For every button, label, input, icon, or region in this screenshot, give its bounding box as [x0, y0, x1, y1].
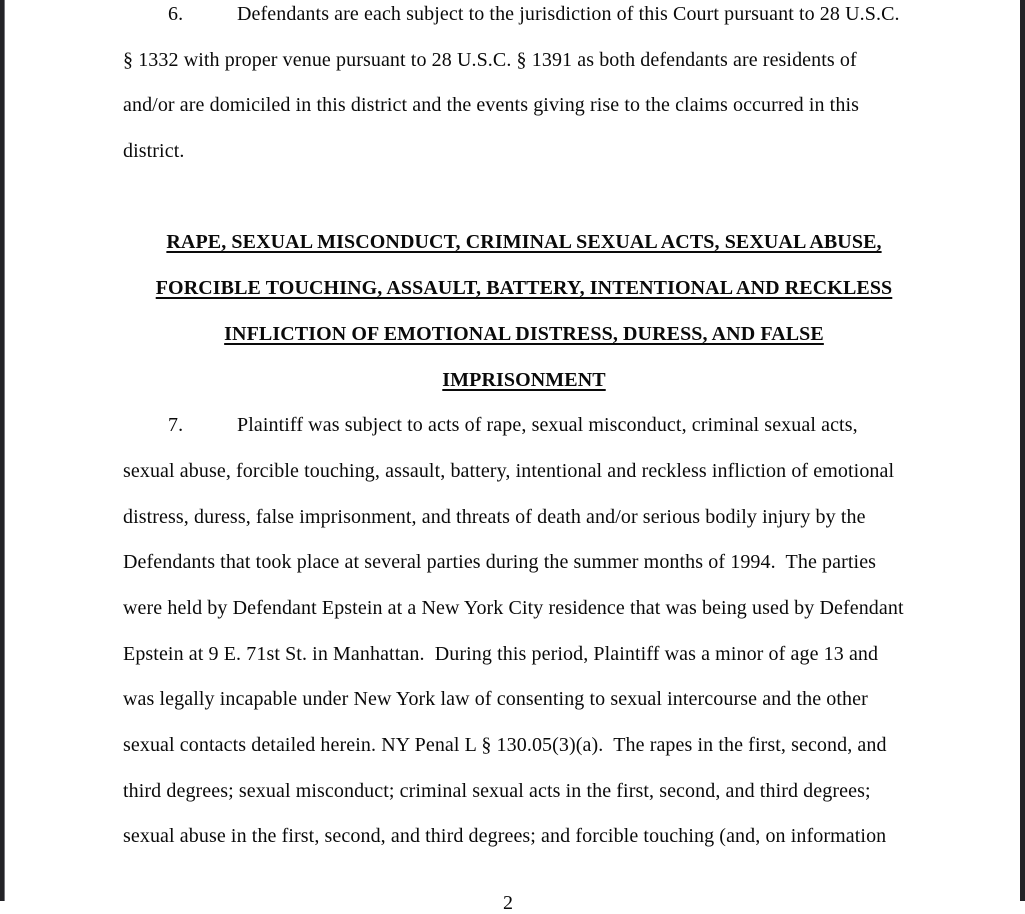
- paragraph-7-line-6: Epstein at 9 E. 71st St. in Manhattan. During this period, Plaintiff was a minor of age 13 and: [123, 642, 879, 665]
- window-right-edge: [1020, 0, 1025, 901]
- paragraph-6-line-2: § 1332 with proper venue pursuant to 28 U.S.C. § 1391 as both defendants are residents of: [123, 48, 857, 71]
- section-heading-line-4: IMPRISONMENT: [442, 368, 606, 391]
- paragraph-7-line-10: sexual abuse in the first, second, and third degrees; and forcible touching (and, on information: [123, 825, 887, 848]
- page-number: 2: [503, 892, 513, 914]
- document-body: [123, 0, 925, 860]
- window-left-edge: [0, 0, 5, 901]
- paragraph-7-line-4: Defendants that took place at several parties during the summer months of 1994. The parties: [123, 551, 877, 574]
- section-heading-line-2: FORCIBLE TOUCHING, ASSAULT, BATTERY, INTENTIONAL AND RECKLESS: [155, 277, 893, 300]
- section-heading-line-3: INFLICTION OF EMOTIONAL DISTRESS, DURESS, AND FALSE: [224, 322, 824, 345]
- paragraph-7-line-2: sexual abuse, forcible touching, assault, battery, intentional and reckless infliction of emotional: [123, 459, 895, 482]
- paragraph-7-text: Plaintiff was subject to acts of rape, sexual misconduct, criminal sexual acts,: [237, 414, 858, 437]
- paragraph-7-line-9: third degrees; sexual misconduct; criminal sexual acts in the first, second, and third degrees;: [123, 779, 871, 802]
- paragraph-7-line-8: sexual contacts detailed herein. NY Penal L § 130.05(3)(a). The rapes in the first, second, and: [123, 734, 887, 756]
- paragraph-7-line-1: [123, 403, 925, 449]
- paragraph-7-line-7: was legally incapable under New York law of consenting to sexual intercourse and the other: [123, 688, 868, 711]
- paragraph-6-line-3: and/or are domiciled in this district and the events giving rise to the claims occurred in this: [123, 94, 859, 117]
- paragraph-6-line-4: district.: [123, 140, 185, 163]
- paragraph-7-line-3: distress, duress, false imprisonment, and threats of death and/or serious bodily injury by the: [123, 505, 866, 528]
- paragraph-7-line-5: were held by Defendant Epstein at a New York City residence that was being used by Defendant: [123, 596, 904, 619]
- paragraph-6-line-1: [123, 0, 925, 38]
- blank-line: [123, 175, 925, 221]
- section-heading-line-1: RAPE, SEXUAL MISCONDUCT, CRIMINAL SEXUAL ACTS, SEXUAL ABUSE,: [166, 231, 882, 254]
- paragraph-6-number: 6.: [168, 3, 184, 25]
- paragraph-6-text: Defendants are each subject to the jurisdiction of this Court pursuant to 28 U.S.C.: [237, 3, 900, 25]
- paragraph-7-number: 7.: [168, 414, 184, 437]
